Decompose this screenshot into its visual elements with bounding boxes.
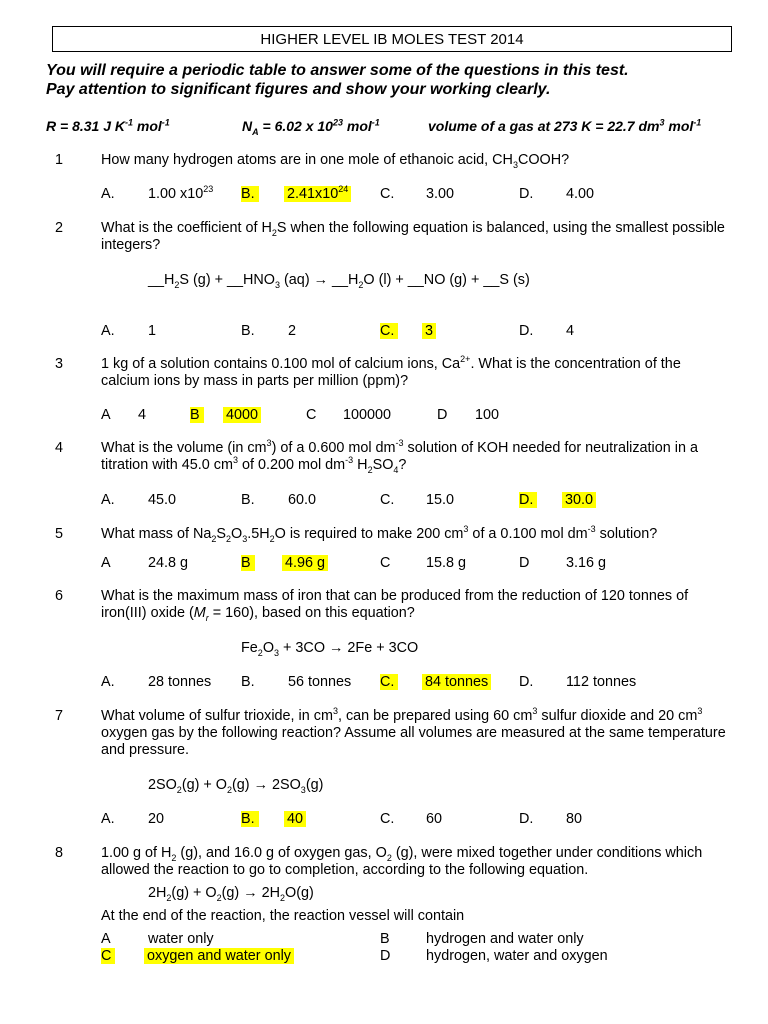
option-text-highlighted: 3 [422,323,436,339]
question-8-stem: At the end of the reaction, the reaction vessel will contain [101,908,465,924]
option-text: 28 tonnes [148,674,212,690]
molar-volume: volume of a gas at 273 K = 22.7 $dm^3$ mol$^{-1}$ [428,117,702,134]
question-number: 7 [55,708,64,724]
option-text: 112 tonnes [566,674,637,690]
question-number: 3 [55,356,64,372]
option-letter: C [306,407,317,423]
option-letter: D [519,555,530,571]
test-title: HIGHER LEVEL IB MOLES TEST 2014 [52,26,732,52]
option-letter: D. [519,674,534,690]
option-letter: D [380,948,391,964]
option-text: 3.16 g [566,555,607,571]
option-letter: A [101,931,111,947]
option-text-highlighted: 30.0 [562,492,596,508]
option-text: 24.8 g [148,555,189,571]
question-8-text: 1.00 g of $H_2$ (g), and 16.0 g of oxygen gas, $O_2$ (g), were mixed together under conditions which allowed the reaction to go to completion, according to the following equation. [101,845,703,878]
question-number: 1 [55,152,64,168]
question-7-equation: $2SO_2(g) + O_2(g) \to 2SO_3(g)$ [148,777,324,795]
option-letter: A [101,555,111,571]
option-text: water only [148,931,214,947]
option-letter: D [437,407,448,423]
option-text-highlighted: oxygen and water only [144,948,294,964]
option-letter: D. [519,323,534,339]
question-number: 2 [55,220,64,236]
question-number: 6 [55,588,64,604]
question-2-text: What is the coefficient of $H_2S$ when the following equation is balanced, using the smallest possible integers? [101,220,725,253]
option-letter-highlighted: B [241,555,255,571]
option-text: 15.8 g [426,555,467,571]
option-text: 20 [148,811,165,827]
option-letter: C [380,555,391,571]
question-number: 4 [55,440,64,456]
option-letter-highlighted: C. [380,674,398,690]
instruction-line-2: Pay attention to significant figures and show your working clearly. [46,81,551,98]
option-text: 100 [475,407,500,423]
option-text: 4.00 [566,186,595,202]
option-letter-highlighted: C. [380,323,398,339]
option-text: 4 [138,407,147,423]
option-letter: A. [101,674,115,690]
option-letter-highlighted: B. [241,186,259,202]
option-letter: A. [101,811,115,827]
question-7-text: What volume of sulfur trioxide, in $cm^3$, can be prepared using 60 $cm^3$ sulfur dioxide and 20 $cm^3$ oxygen gas by the following reaction? Assume all volumes are measured at the same temperature and pressure. [101,706,726,758]
question-number: 8 [55,845,64,861]
option-text: 60.0 [288,492,317,508]
question-4-text: What is the volume (in $cm^3$) of a 0.600 mol $dm^{-3}$ solution of KOH needed for neutralization in a titration with 45.0 $cm^3$ of 0.200 mol $dm^{-3}$ $H_2SO_4$? [101,438,698,475]
option-letter-highlighted: B [190,407,204,423]
option-text: 80 [566,811,583,827]
question-1-text: How many hydrogen atoms are in one mole of ethanoic acid, $CH_3COOH$? [101,152,570,170]
question-3-text: 1 kg of a solution contains 0.100 mol of calcium ions, $Ca^{2+}$. What is the concentration of the calcium ions by mass in parts per million (ppm)? [101,354,681,389]
question-2-equation: $\_\_H_2S$ $(g) + \_\_HNO_3$ $(aq) \to \_\_H_2O$ (l) + __NO (g) + __S (s) [148,272,530,290]
option-text: 56 tonnes [288,674,352,690]
option-letter-highlighted: D. [519,492,537,508]
option-text: 3.00 [426,186,455,202]
option-text-highlighted: 4.96 g [282,555,328,571]
gas-constant: R = 8.31 J $K^{-1}$ mol$^{-1}$ [46,117,170,134]
option-text: 45.0 [148,492,177,508]
option-text-highlighted: 40 [284,811,306,827]
option-letter: B. [241,492,255,508]
question-6-equation: $Fe_2O_3 + 3CO \to 2Fe + 3CO$ [241,640,419,658]
option-letter: C. [380,811,395,827]
instruction-line-1: You will require a periodic table to answer some of the questions in this test. [46,62,629,79]
option-text: 60 [426,811,443,827]
option-letter: A. [101,186,115,202]
question-6-text: What is the maximum mass of iron that can be produced from the reduction of 120 tonnes of iron(III) oxide $(M_r = 160)$, based on this equation? [101,588,689,623]
option-text: 2 [288,323,297,339]
option-letter: A. [101,492,115,508]
option-letter: D. [519,186,534,202]
option-letter: B. [241,323,255,339]
option-text-highlighted: 84 tonnes [422,674,491,690]
option-letter: C. [380,186,395,202]
question-5-text: What mass of $Na_2S_2O_3.5H_2O$ is required to make 200 $cm^3$ of a 0.100 mol $dm^{-3}$ solution? [101,524,658,544]
option-letter: C. [380,492,395,508]
option-text: 4 [566,323,575,339]
option-text-highlighted: 4000 [223,407,261,423]
option-letter: B [380,931,390,947]
option-letter: B. [241,674,255,690]
option-text: 100000 [343,407,392,423]
option-text: 1.00 $x10^{23}$ [148,184,214,202]
option-text: 15.0 [426,492,455,508]
option-letter: D. [519,811,534,827]
option-letter-highlighted: C [101,948,115,964]
option-text-highlighted: $2.41x10^{24}$ [284,186,351,202]
question-number: 5 [55,526,64,542]
option-text: 1 [148,323,157,339]
option-text: hydrogen and water only [426,931,584,947]
option-letter-highlighted: B. [241,811,259,827]
question-8-equation: $2H_2(g) + O_2(g) \to 2H_2O(g)$ [148,885,314,903]
option-text: hydrogen, water and oxygen [426,948,608,964]
option-letter: A. [101,323,115,339]
avogadro-constant: $N_A = 6.02$ x $10^{23}$ mol$^{-1}$ [242,117,380,137]
option-letter: A [101,407,111,423]
